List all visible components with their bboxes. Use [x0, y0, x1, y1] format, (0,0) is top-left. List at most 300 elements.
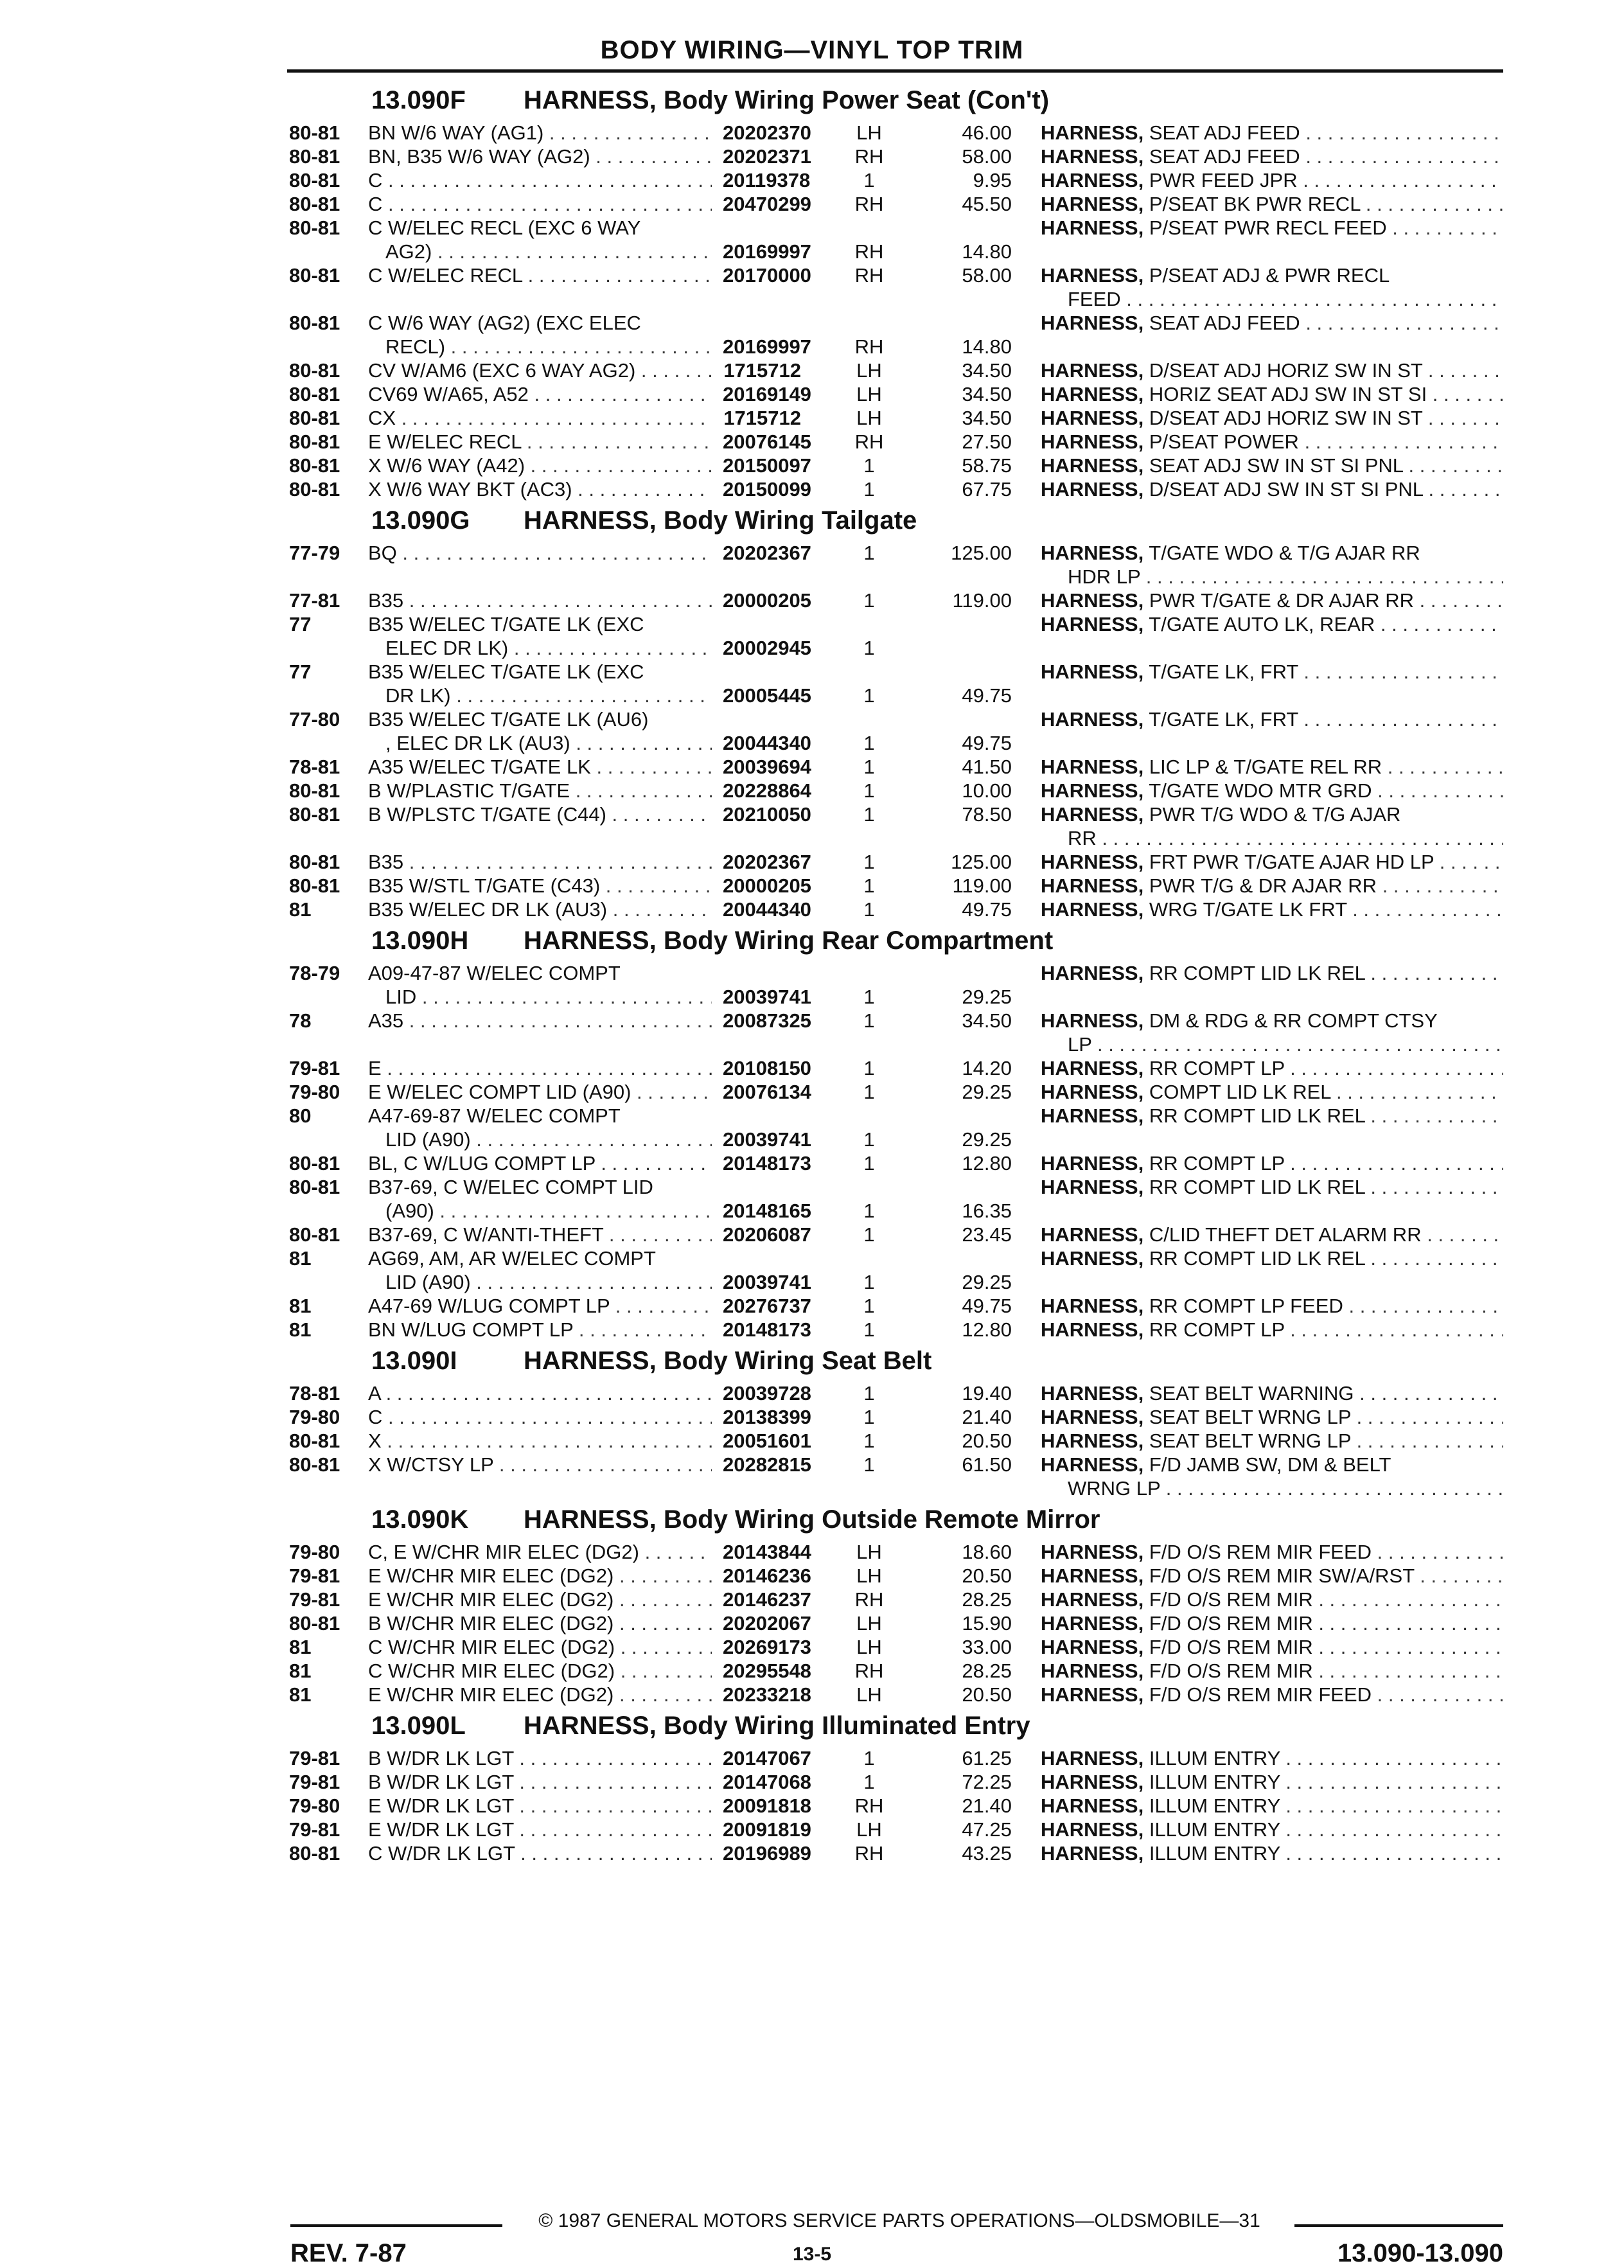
- application-description: B W/DR LK LGT . . .: [368, 1770, 712, 1794]
- side-or-qty: RH: [854, 1842, 884, 1865]
- part-name-text: RR COMPT LP: [1149, 1318, 1285, 1341]
- part-number: 20169997: [723, 335, 811, 358]
- section-number: 13.090G: [371, 506, 470, 535]
- harness-prefix: HARNESS,: [1041, 312, 1144, 334]
- part-name: [1041, 1246, 1503, 1270]
- model-years: 78: [289, 1009, 312, 1032]
- application-description: B35 W/ELEC T/GATE LK (AU6): [368, 708, 649, 731]
- harness-prefix: HARNESS,: [1041, 1453, 1144, 1476]
- harness-prefix: HARNESS,: [1041, 478, 1144, 501]
- part-row: [0, 1453, 1624, 1476]
- copyright-notice: © 1987 GENERAL MOTORS SERVICE PARTS OPERATIONS—OLDSMOBILE—31: [538, 2210, 1260, 2231]
- model-years: 79-81: [289, 1747, 340, 1769]
- harness-prefix: HARNESS,: [1041, 359, 1144, 382]
- list-price: 12.80: [962, 1152, 1012, 1174]
- side-or-qty: LH: [856, 383, 882, 405]
- model-years: 80-81: [289, 145, 340, 168]
- model-years: 81: [289, 1683, 312, 1706]
- harness-prefix: HARNESS,: [1041, 1223, 1144, 1246]
- side-or-qty: 1: [863, 478, 875, 501]
- model-years: 80-81: [289, 1223, 340, 1246]
- part-name-text: RR COMPT LP: [1149, 1152, 1285, 1174]
- list-price: 58.75: [962, 454, 1012, 477]
- part-row: [0, 1009, 1624, 1032]
- model-years: 80-81: [289, 359, 340, 382]
- side-or-qty: 1: [863, 1128, 875, 1151]
- harness-prefix: HARNESS,: [1041, 430, 1144, 453]
- application-description: CV W/AM6 (EXC 6 WAY AG2) . . .: [368, 359, 712, 382]
- part-name-text: RR COMPT LID LK REL: [1149, 1247, 1365, 1270]
- part-name: [1041, 541, 1503, 565]
- application-description: LID (A90) . . .: [385, 1270, 712, 1294]
- model-years: 78-79: [289, 962, 340, 984]
- part-name: [1041, 1635, 1503, 1659]
- part-name-text: COMPT LID LK REL: [1149, 1081, 1331, 1103]
- part-name-text: T/GATE LK, FRT: [1149, 708, 1298, 731]
- side-or-qty: 1: [863, 1271, 875, 1293]
- section-title: HARNESS, Body Wiring Seat Belt: [524, 1347, 932, 1375]
- part-name: [1041, 1223, 1503, 1246]
- part-name-text: SEAT BELT WARNING: [1149, 1382, 1354, 1404]
- part-name: [1068, 826, 1503, 850]
- part-row-continuation: [0, 1032, 1624, 1056]
- harness-prefix: HARNESS,: [1041, 383, 1144, 405]
- part-number: 20039728: [723, 1382, 811, 1404]
- application-description: CX . . .: [368, 406, 712, 430]
- application-description: C . . .: [368, 192, 712, 216]
- part-row: [0, 145, 1624, 168]
- part-name-text: ILLUM ENTRY: [1149, 1747, 1280, 1769]
- part-number: 20002945: [723, 637, 811, 659]
- part-name-text: F/D O/S REM MIR: [1149, 1660, 1313, 1682]
- part-row: [0, 612, 1624, 636]
- part-row: [0, 874, 1624, 898]
- part-number: 20148173: [723, 1318, 811, 1341]
- part-number: 20202371: [723, 145, 811, 168]
- part-name: [1041, 1405, 1503, 1429]
- part-name: [1041, 1540, 1503, 1564]
- application-description: C W/6 WAY (AG2) (EXC ELEC: [368, 312, 641, 334]
- part-number: 20202367: [723, 542, 811, 564]
- model-years: 78-81: [289, 1382, 340, 1404]
- side-or-qty: 1: [863, 1081, 875, 1103]
- part-row: [0, 430, 1624, 454]
- part-number: 20039741: [723, 986, 811, 1008]
- application-description: B35 . . .: [368, 589, 712, 612]
- list-price: 20.50: [962, 1430, 1012, 1452]
- part-name-text: C/LID THEFT DET ALARM RR: [1149, 1223, 1422, 1246]
- model-years: 80-81: [289, 1842, 340, 1865]
- model-years: 81: [289, 1636, 312, 1658]
- part-number: 20051601: [723, 1430, 811, 1452]
- list-price: 29.25: [962, 1081, 1012, 1103]
- model-years: 79-81: [289, 1771, 340, 1793]
- part-name: [1068, 1032, 1503, 1056]
- list-price: 29.25: [962, 1271, 1012, 1293]
- application-description: BN W/LUG COMPT LP . . .: [368, 1318, 712, 1342]
- part-number: 20147068: [723, 1771, 811, 1793]
- part-number: 20076145: [723, 430, 811, 453]
- part-row-continuation: [0, 826, 1624, 850]
- part-name: [1041, 1318, 1503, 1342]
- model-years: 77-79: [289, 542, 340, 564]
- part-name: [1041, 1381, 1503, 1405]
- harness-prefix: HARNESS,: [1041, 1009, 1144, 1032]
- application-description: BQ . . .: [368, 541, 712, 565]
- list-price: 20.50: [962, 1564, 1012, 1587]
- side-or-qty: 1: [863, 169, 875, 191]
- part-name: [1041, 1770, 1503, 1794]
- part-row-continuation: [0, 636, 1624, 660]
- part-name-text: LIC LP & T/GATE REL RR: [1149, 756, 1382, 778]
- side-or-qty: RH: [854, 240, 884, 263]
- harness-prefix: HARNESS,: [1041, 1636, 1144, 1658]
- list-price: 43.25: [962, 1842, 1012, 1865]
- side-or-qty: 1: [863, 1152, 875, 1174]
- part-row-continuation: [0, 1270, 1624, 1294]
- list-price: 46.00: [962, 121, 1012, 144]
- part-name: [1041, 477, 1503, 501]
- application-description: (A90) . . .: [385, 1199, 712, 1223]
- side-or-qty: LH: [856, 1818, 882, 1841]
- part-number: 20119378: [723, 169, 811, 191]
- list-price: 29.25: [962, 986, 1012, 1008]
- application-description: B35 W/STL T/GATE (C43) . . .: [368, 874, 712, 898]
- part-name-text: PWR T/GATE & DR AJAR RR: [1149, 589, 1415, 612]
- model-years: 80-81: [289, 1176, 340, 1198]
- harness-prefix: HARNESS,: [1041, 217, 1144, 239]
- application-description: A09-47-87 W/ELEC COMPT: [368, 962, 621, 984]
- application-description: A . . .: [368, 1381, 712, 1405]
- part-name: [1041, 1564, 1503, 1588]
- part-row-continuation: [0, 1128, 1624, 1151]
- model-years: 80-81: [289, 779, 340, 802]
- part-name-text: HDR LP: [1068, 565, 1141, 588]
- part-name-text: RR COMPT LID LK REL: [1149, 1104, 1365, 1127]
- part-row: [0, 1564, 1624, 1588]
- application-description: B W/PLSTC T/GATE (C44) . . .: [368, 802, 712, 826]
- part-name-text: F/D O/S REM MIR: [1149, 1612, 1313, 1635]
- list-price: 61.25: [962, 1747, 1012, 1769]
- list-price: 23.45: [962, 1223, 1012, 1246]
- application-description: B W/CHR MIR ELEC (DG2) . . .: [368, 1611, 712, 1635]
- side-or-qty: RH: [854, 1660, 884, 1682]
- part-name: [1041, 1588, 1503, 1611]
- part-name: [1041, 1151, 1503, 1175]
- model-years: 80-81: [289, 1453, 340, 1476]
- harness-prefix: HARNESS,: [1041, 1057, 1144, 1079]
- model-years: 79-81: [289, 1564, 340, 1587]
- side-or-qty: RH: [854, 335, 884, 358]
- application-description: DR LK) . . .: [385, 684, 712, 707]
- application-description: E W/DR LK LGT . . .: [368, 1794, 712, 1818]
- part-number: 20108150: [723, 1057, 811, 1079]
- list-price: 14.80: [962, 240, 1012, 263]
- harness-prefix: HARNESS,: [1041, 1176, 1144, 1198]
- application-description: CV69 W/A65, A52 . . .: [368, 382, 712, 406]
- side-or-qty: 1: [863, 1223, 875, 1246]
- model-years: 81: [289, 1318, 312, 1341]
- side-or-qty: 1: [863, 1771, 875, 1793]
- part-name-text: RR COMPT LID LK REL: [1149, 962, 1365, 984]
- part-name-text: PWR T/G WDO & T/G AJAR: [1149, 803, 1401, 826]
- part-number: 20233218: [723, 1683, 811, 1706]
- model-years: 81: [289, 898, 312, 921]
- part-number: 20005445: [723, 684, 811, 707]
- side-or-qty: 1: [863, 1406, 875, 1428]
- part-row: [0, 359, 1624, 382]
- part-name: [1041, 898, 1503, 921]
- part-name-text: ILLUM ENTRY: [1149, 1842, 1280, 1865]
- application-description: B37-69, C W/ANTI-THEFT . . .: [368, 1223, 712, 1246]
- page-title: BODY WIRING—VINYL TOP TRIM: [600, 36, 1024, 64]
- part-row: [0, 1683, 1624, 1706]
- application-description: BN W/6 WAY (AG1) . . .: [368, 121, 712, 145]
- harness-prefix: HARNESS,: [1041, 962, 1144, 984]
- side-or-qty: 1: [863, 1057, 875, 1079]
- application-description: , ELEC DR LK (AU3) . . .: [385, 731, 712, 755]
- part-name: [1041, 1746, 1503, 1770]
- part-row: [0, 454, 1624, 477]
- list-price: 58.00: [962, 145, 1012, 168]
- list-price: 34.50: [962, 407, 1012, 429]
- part-row: [0, 1794, 1624, 1818]
- part-number: 20206087: [723, 1223, 811, 1246]
- part-name-text: P/SEAT POWER: [1149, 430, 1299, 453]
- harness-prefix: HARNESS,: [1041, 1794, 1144, 1817]
- part-row: [0, 1223, 1624, 1246]
- part-name: [1041, 121, 1503, 145]
- part-row: [0, 850, 1624, 874]
- list-price: 33.00: [962, 1636, 1012, 1658]
- model-years: 77: [289, 613, 312, 635]
- part-row: [0, 311, 1624, 335]
- model-years: 80-81: [289, 169, 340, 191]
- part-number: 20202067: [723, 1612, 811, 1635]
- list-price: 21.40: [962, 1794, 1012, 1817]
- part-name: [1041, 1683, 1503, 1706]
- harness-prefix: HARNESS,: [1041, 1406, 1144, 1428]
- harness-prefix: HARNESS,: [1041, 1081, 1144, 1103]
- application-description: A47-69 W/LUG COMPT LP . . .: [368, 1294, 712, 1318]
- section-title: HARNESS, Body Wiring Tailgate: [524, 506, 917, 535]
- part-name: [1041, 1611, 1503, 1635]
- part-number: 1715712: [723, 407, 801, 429]
- harness-prefix: HARNESS,: [1041, 1771, 1144, 1793]
- model-years: 80-81: [289, 851, 340, 873]
- part-number: 20146236: [723, 1564, 811, 1587]
- section-title: HARNESS, Body Wiring Illuminated Entry: [524, 1712, 1030, 1740]
- part-row: [0, 1588, 1624, 1611]
- application-description: E . . .: [368, 1056, 712, 1080]
- side-or-qty: 1: [863, 756, 875, 778]
- part-name: [1041, 168, 1503, 192]
- part-name: [1041, 1104, 1503, 1128]
- model-years: 79-80: [289, 1541, 340, 1563]
- part-row: [0, 1540, 1624, 1564]
- model-years: 79-80: [289, 1406, 340, 1428]
- application-description: X W/6 WAY (A42) . . .: [368, 454, 712, 477]
- part-name-text: RR COMPT LP FEED: [1149, 1295, 1343, 1317]
- part-name-text: D/SEAT ADJ HORIZ SW IN ST: [1149, 359, 1423, 382]
- model-years: 77: [289, 660, 312, 683]
- side-or-qty: LH: [856, 359, 882, 382]
- list-price: 18.60: [962, 1541, 1012, 1563]
- part-row: [0, 961, 1624, 985]
- part-name: [1041, 612, 1503, 636]
- part-number: 20087325: [723, 1009, 811, 1032]
- part-name-text: WRG T/GATE LK FRT: [1149, 898, 1347, 921]
- model-years: 80-81: [289, 312, 340, 334]
- part-name-text: ILLUM ENTRY: [1149, 1818, 1280, 1841]
- part-row-continuation: [0, 985, 1624, 1009]
- part-name-text: PWR FEED JPR: [1149, 169, 1298, 191]
- part-name: [1068, 565, 1503, 589]
- harness-prefix: HARNESS,: [1041, 1541, 1144, 1563]
- part-name: [1041, 779, 1503, 802]
- application-description: C W/DR LK LGT . . .: [368, 1841, 712, 1865]
- list-price: 49.75: [962, 732, 1012, 754]
- model-years: 80-81: [289, 264, 340, 287]
- application-description: B W/PLASTIC T/GATE . . .: [368, 779, 712, 802]
- side-or-qty: LH: [856, 1612, 882, 1635]
- application-description: B35 W/ELEC DR LK (AU3) . . .: [368, 898, 712, 921]
- part-name-text: F/D O/S REM MIR FEED: [1149, 1541, 1372, 1563]
- part-number: 20202370: [723, 121, 811, 144]
- part-name-text: F/D O/S REM MIR SW/A/RST: [1149, 1564, 1415, 1587]
- side-or-qty: 1: [863, 851, 875, 873]
- part-row-continuation: [0, 240, 1624, 263]
- list-price: 78.50: [962, 803, 1012, 826]
- list-price: 67.75: [962, 478, 1012, 501]
- side-or-qty: 1: [863, 1430, 875, 1452]
- list-price: 58.00: [962, 264, 1012, 287]
- part-name-text: HORIZ SEAT ADJ SW IN ST SI: [1149, 383, 1427, 405]
- part-number: 20143844: [723, 1541, 811, 1563]
- part-name-text: RR COMPT LID LK REL: [1149, 1176, 1365, 1198]
- part-name-text: P/SEAT PWR RECL FEED: [1149, 217, 1387, 239]
- part-row: [0, 477, 1624, 501]
- application-description: BL, C W/LUG COMPT LP . . .: [368, 1151, 712, 1175]
- part-number: 20044340: [723, 732, 811, 754]
- part-row: [0, 1611, 1624, 1635]
- part-number: 20076134: [723, 1081, 811, 1103]
- harness-prefix: HARNESS,: [1041, 454, 1144, 477]
- part-number: 20039741: [723, 1128, 811, 1151]
- title-rule: [287, 69, 1503, 73]
- harness-prefix: HARNESS,: [1041, 708, 1144, 731]
- part-number: 20039741: [723, 1271, 811, 1293]
- list-price: 27.50: [962, 430, 1012, 453]
- part-number: 20282815: [723, 1453, 811, 1476]
- harness-prefix: HARNESS,: [1041, 851, 1144, 873]
- part-number: 20170000: [723, 264, 811, 287]
- part-name-text: LP: [1068, 1033, 1092, 1056]
- part-row: [0, 1318, 1624, 1342]
- list-price: 49.75: [962, 898, 1012, 921]
- part-number: 20295548: [723, 1660, 811, 1682]
- list-price: 29.25: [962, 1128, 1012, 1151]
- part-row: [0, 802, 1624, 826]
- application-description: B37-69, C W/ELEC COMPT LID: [368, 1176, 653, 1198]
- part-row: [0, 1659, 1624, 1683]
- side-or-qty: 1: [863, 1318, 875, 1341]
- part-row: [0, 660, 1624, 684]
- harness-prefix: HARNESS,: [1041, 542, 1144, 564]
- side-or-qty: RH: [854, 193, 884, 215]
- part-row: [0, 755, 1624, 779]
- model-years: 80-81: [289, 478, 340, 501]
- side-or-qty: LH: [856, 407, 882, 429]
- part-number: 20091818: [723, 1794, 811, 1817]
- harness-prefix: HARNESS,: [1041, 1564, 1144, 1587]
- part-name: [1041, 802, 1503, 826]
- part-row: [0, 589, 1624, 612]
- list-price: 125.00: [951, 542, 1012, 564]
- part-number: 20202367: [723, 851, 811, 873]
- side-or-qty: 1: [863, 454, 875, 477]
- application-description: LID . . .: [385, 985, 712, 1009]
- part-row-continuation: [0, 1199, 1624, 1223]
- list-price: 34.50: [962, 359, 1012, 382]
- part-row: [0, 406, 1624, 430]
- model-years: 77-80: [289, 708, 340, 731]
- model-years: 80-81: [289, 383, 340, 405]
- harness-prefix: HARNESS,: [1041, 1660, 1144, 1682]
- part-name: [1068, 1476, 1503, 1500]
- application-description: X . . .: [368, 1429, 712, 1453]
- application-description: C W/ELEC RECL . . .: [368, 263, 712, 287]
- part-name: [1041, 359, 1503, 382]
- harness-prefix: HARNESS,: [1041, 1588, 1144, 1611]
- part-row: [0, 263, 1624, 287]
- side-or-qty: 1: [863, 1009, 875, 1032]
- list-price: 61.50: [962, 1453, 1012, 1476]
- application-description: X W/6 WAY BKT (AC3) . . .: [368, 477, 712, 501]
- side-or-qty: LH: [856, 1636, 882, 1658]
- application-description: BN, B35 W/6 WAY (AG2) . . .: [368, 145, 712, 168]
- section-number: 13.090K: [371, 1505, 469, 1534]
- list-price: 20.50: [962, 1683, 1012, 1706]
- list-price: 28.25: [962, 1660, 1012, 1682]
- part-row: [0, 1056, 1624, 1080]
- part-row: [0, 1429, 1624, 1453]
- harness-prefix: HARNESS,: [1041, 660, 1144, 683]
- part-name-text: T/GATE WDO & T/G AJAR RR: [1149, 542, 1420, 564]
- application-description: E W/CHR MIR ELEC (DG2) . . .: [368, 1564, 712, 1588]
- part-name: [1041, 311, 1503, 335]
- part-number: 20269173: [723, 1636, 811, 1658]
- footer-rule-right: [1294, 2224, 1503, 2229]
- part-name-text: ILLUM ENTRY: [1149, 1794, 1280, 1817]
- part-number: 20146237: [723, 1588, 811, 1611]
- part-name-text: F/D JAMB SW, DM & BELT: [1149, 1453, 1391, 1476]
- part-name: [1041, 454, 1503, 477]
- section-number: 13.090I: [371, 1347, 457, 1375]
- harness-prefix: HARNESS,: [1041, 121, 1144, 144]
- side-or-qty: 1: [863, 1200, 875, 1222]
- harness-prefix: HARNESS,: [1041, 193, 1144, 215]
- list-price: 14.20: [962, 1057, 1012, 1079]
- part-row: [0, 1818, 1624, 1841]
- part-name-text: F/D O/S REM MIR: [1149, 1588, 1313, 1611]
- part-row: [0, 121, 1624, 145]
- part-name: [1041, 263, 1503, 287]
- harness-prefix: HARNESS,: [1041, 1747, 1144, 1769]
- list-price: 119.00: [952, 874, 1012, 897]
- list-price: 14.80: [962, 335, 1012, 358]
- list-price: 10.00: [962, 779, 1012, 802]
